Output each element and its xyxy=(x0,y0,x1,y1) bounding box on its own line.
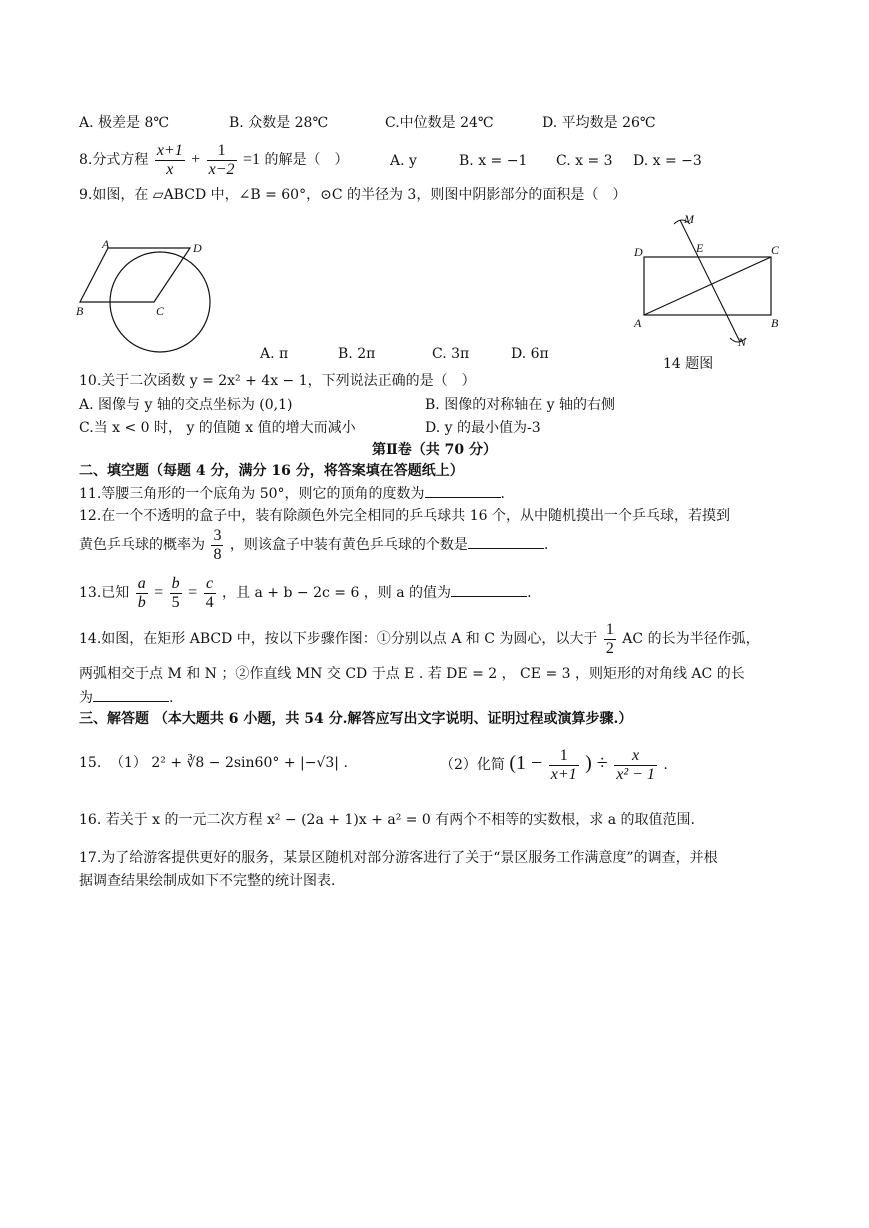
q8-option-b: B. x = −1 xyxy=(459,153,528,169)
label-c: C xyxy=(156,304,165,318)
q14-line2: 两弧相交于点 M 和 N ；②作直线 MN 交 CD 于点 E . 若 DE = 2 ， CE = 3 ，则矩形的对角线 AC 的长 xyxy=(79,666,745,682)
q10-question: 10.关于二次函数 y = 2x² + 4x − 1，下列说法正确的是（ ） xyxy=(79,373,476,389)
q17-line1: 17.为了给游客提供更好的服务，某景区随机对部分游客进行了关于“景区服务工作满意度”的调查，并根 xyxy=(79,850,718,866)
q7-option-b: B. 众数是 28℃ xyxy=(229,115,329,131)
section3-heading: 三、解答题 （本大题共 6 小题，共 54 分.解答应写出文字说明、证明过程或演算步骤.） xyxy=(79,711,633,727)
q8-tail: 的解是（ ） xyxy=(264,152,349,168)
label-b: B xyxy=(76,304,84,318)
q12-line2: 黄色乒乓球的概率为 $\frac{3}{8}$ ，则该盒子中装有黄色乒乓球的个数是 . xyxy=(79,526,549,563)
q12-fraction: $\frac{3}{8}$ xyxy=(213,526,222,563)
q10-option-b: B. 图像的对称轴在 y 轴的右侧 xyxy=(425,397,615,413)
q12-answer-blank[interactable] xyxy=(468,534,544,549)
q7-option-c: C.中位数是 24℃ xyxy=(385,115,494,131)
q13-question: 13.已知 $\frac{a}{b}$ = $\frac{b}{5}$ = $\frac{c}{4}$ ，且 a + b − 2c = 6 ，则 a 的值为 . xyxy=(79,574,532,611)
q8-option-a: A. y xyxy=(390,153,417,169)
q14-rectangle-figure xyxy=(630,212,790,357)
q9-parallelogram-circle-figure xyxy=(72,240,222,378)
line-mn xyxy=(680,220,740,342)
q8-plus: + xyxy=(191,151,201,168)
q11-answer-blank[interactable] xyxy=(425,483,501,498)
q10-option-c: C.当 x < 0 时， y 的值随 x 值的增大而减小 xyxy=(79,420,356,436)
q9-question: 9.如图，在 ▱ABCD 中，∠B = 60°，⊙C 的半径为 3，则图中阴影部分的面积是（ ） xyxy=(79,187,627,203)
q10-option-a: A. 图像与 y 轴的交点坐标为 (0,1) xyxy=(79,397,293,413)
label-b: B xyxy=(771,316,779,330)
q16-question: 16. 若关于 x 的一元二次方程 x² − (2a + 1)x + a² = 0 有两个不相等的实数根，求 a 的取值范围. xyxy=(79,812,695,828)
q8-equals: =1 xyxy=(243,151,261,168)
q7-option-a: A. 极差是 8℃ xyxy=(79,115,170,131)
label-n: N xyxy=(738,335,747,349)
q9-option-b: B. 2π xyxy=(338,346,376,362)
label-c: C xyxy=(771,243,780,257)
q13-answer-blank[interactable] xyxy=(451,582,527,597)
label-d: D xyxy=(634,245,643,259)
label-m: M xyxy=(684,212,694,226)
label-d: D xyxy=(193,241,202,255)
q8-fraction-1: $\frac{x+1}{x}$ xyxy=(156,141,183,178)
q8-option-d: D. x = −3 xyxy=(633,153,702,169)
figure-14-caption: 14 题图 xyxy=(663,356,714,372)
q8-option-c: C. x = 3 xyxy=(556,153,613,169)
q8-fraction-2: $\frac{1}{x-2}$ xyxy=(208,141,235,178)
q9-option-c: C. 3π xyxy=(432,346,470,362)
q15-number: 15. xyxy=(79,755,102,771)
label-a: A xyxy=(102,240,110,251)
label-e: E xyxy=(696,241,704,255)
q8-stem: 8.分式方程 xyxy=(79,152,149,168)
section2-heading: 二、填空题（每题 4 分，满分 16 分，将答案填在答题纸上） xyxy=(79,463,464,479)
q13-fraction-1: $\frac{a}{b}$ xyxy=(137,574,146,611)
q14-fraction: $\frac{1}{2}$ xyxy=(605,620,614,657)
q10-option-d: D. y 的最小值为-3 xyxy=(425,420,541,436)
q14-line3: 为 . xyxy=(79,687,173,708)
diagonal-ac xyxy=(644,257,771,315)
q7-option-d: D. 平均数是 26℃ xyxy=(542,115,656,131)
q12-line1: 12.在一个不透明的盒子中，装有除颜色外完全相同的乒乓球共 16 个，从中随机摸出一个乒乓球，若摸到 xyxy=(79,508,730,524)
q15-fraction-1: $\frac{1}{x+1}$ xyxy=(550,746,577,783)
q14-line1: 14.如图，在矩形 ABCD 中，按以下步骤作图：①分别以点 A 和 C 为圆心，以大于 $\frac{1}{2}$ AC 的长为半径作弧， xyxy=(79,620,760,657)
q15-part1: （1） 2² + ∛8 − 2sin60° + |−√3| . xyxy=(110,755,348,771)
q14-answer-blank[interactable] xyxy=(93,687,169,702)
q9-option-a: A. π xyxy=(260,346,289,362)
q11-question: 11.等腰三角形的一个底角为 50°，则它的顶角的度数为 . xyxy=(79,483,505,504)
q13-fraction-2: $\frac{b}{5}$ xyxy=(171,574,180,611)
q15-fraction-2: $\frac{x}{\text{x² − 1}}$ xyxy=(616,746,655,783)
q15-part2: （2）化简 (1 − $\frac{1}{x+1}$ ) ÷ $\frac{x}{\text{x² − 1}}$ . xyxy=(440,746,668,783)
q9-option-d: D. 6π xyxy=(511,346,549,362)
q17-line2: 据调查结果绘制成如下不完整的统计图表. xyxy=(79,873,336,889)
parallelogram-abcd xyxy=(80,248,190,302)
label-a: A xyxy=(634,316,642,330)
q13-fraction-3: $\frac{c}{4}$ xyxy=(205,574,214,611)
q8-question xyxy=(79,140,349,180)
part2-title: 第Ⅱ卷（共 70 分） xyxy=(372,442,498,458)
